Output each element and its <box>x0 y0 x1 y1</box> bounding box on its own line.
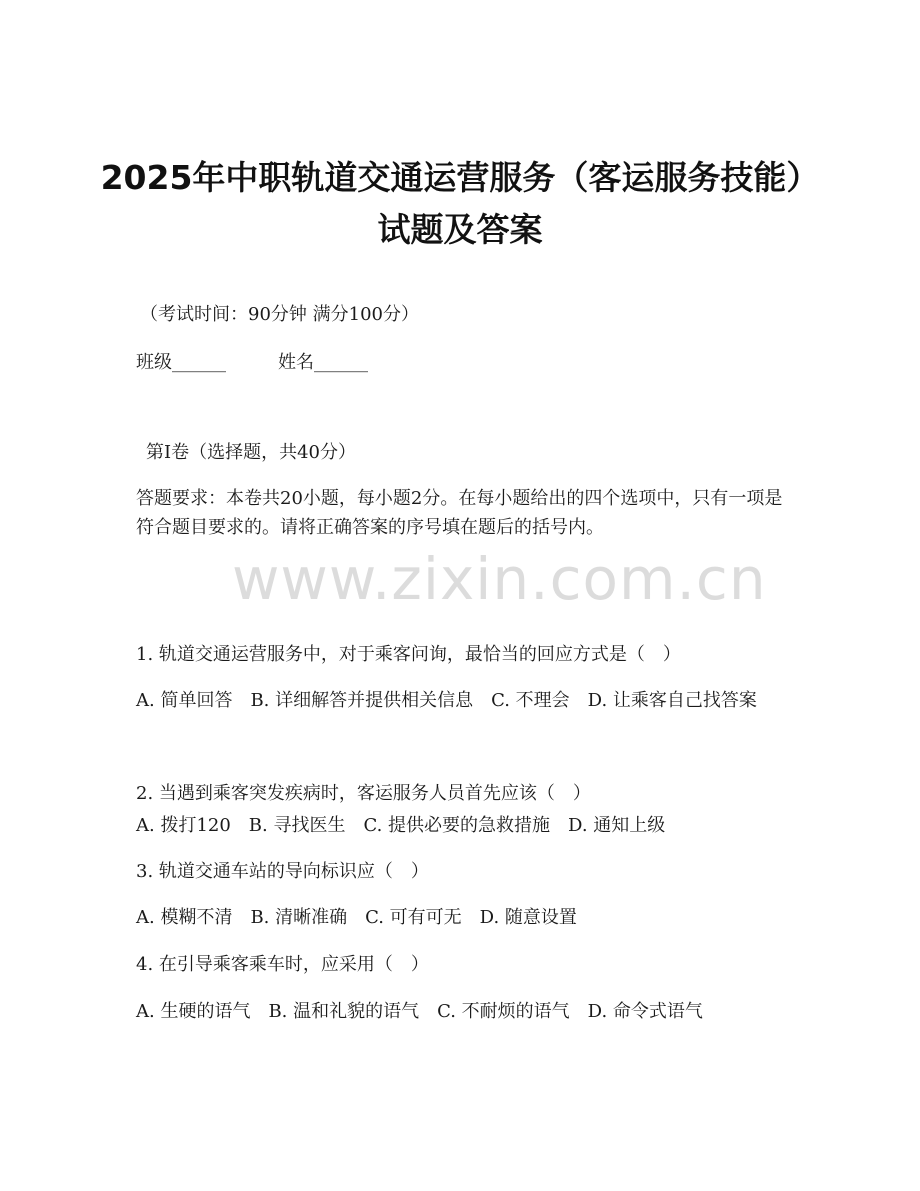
answer-instructions: 答题要求：本卷共20小题，每小题2分。在每小题给出的四个选项中，只有一项是符合题目要求的。请将正确答案的序号填在题后的括号内。 <box>136 488 783 538</box>
question-options-3: A. 模糊不清 B. 清晰准确 C. 可有可无 D. 随意设置 <box>136 907 577 928</box>
document-title: 2025年中职轨道交通运营服务（客运服务技能）试题及答案 <box>100 158 820 249</box>
question-options-2: A. 拨打120 B. 寻找医生 C. 提供必要的急救措施 D. 通知上级 <box>136 815 666 836</box>
question-stem-2: 2. 当遇到乘客突发疾病时，客运服务人员首先应该（ ） <box>136 783 591 804</box>
question-options-4: A. 生硬的语气 B. 温和礼貌的语气 C. 不耐烦的语气 D. 命令式语气 <box>136 1001 703 1022</box>
exam-info: （考试时间：90分钟 满分100分） <box>140 304 419 325</box>
class-field-label: 班级______ <box>136 352 226 373</box>
name-field-label: 姓名______ <box>278 352 368 373</box>
student-info-row <box>136 346 786 380</box>
question-stem-1: 1. 轨道交通运营服务中，对于乘客问询，最恰当的回应方式是（ ） <box>136 644 681 665</box>
question-stem-3: 3. 轨道交通车站的导向标识应（ ） <box>136 861 429 882</box>
watermark: www.zixin.com.cn <box>232 545 767 613</box>
section-title: 第I卷（选择题，共40分） <box>146 442 357 463</box>
question-options-1: A. 简单回答 B. 详细解答并提供相关信息 C. 不理会 D. 让乘客自己找答案 <box>136 690 757 711</box>
question-stem-4: 4. 在引导乘客乘车时，应采用（ ） <box>136 954 429 975</box>
